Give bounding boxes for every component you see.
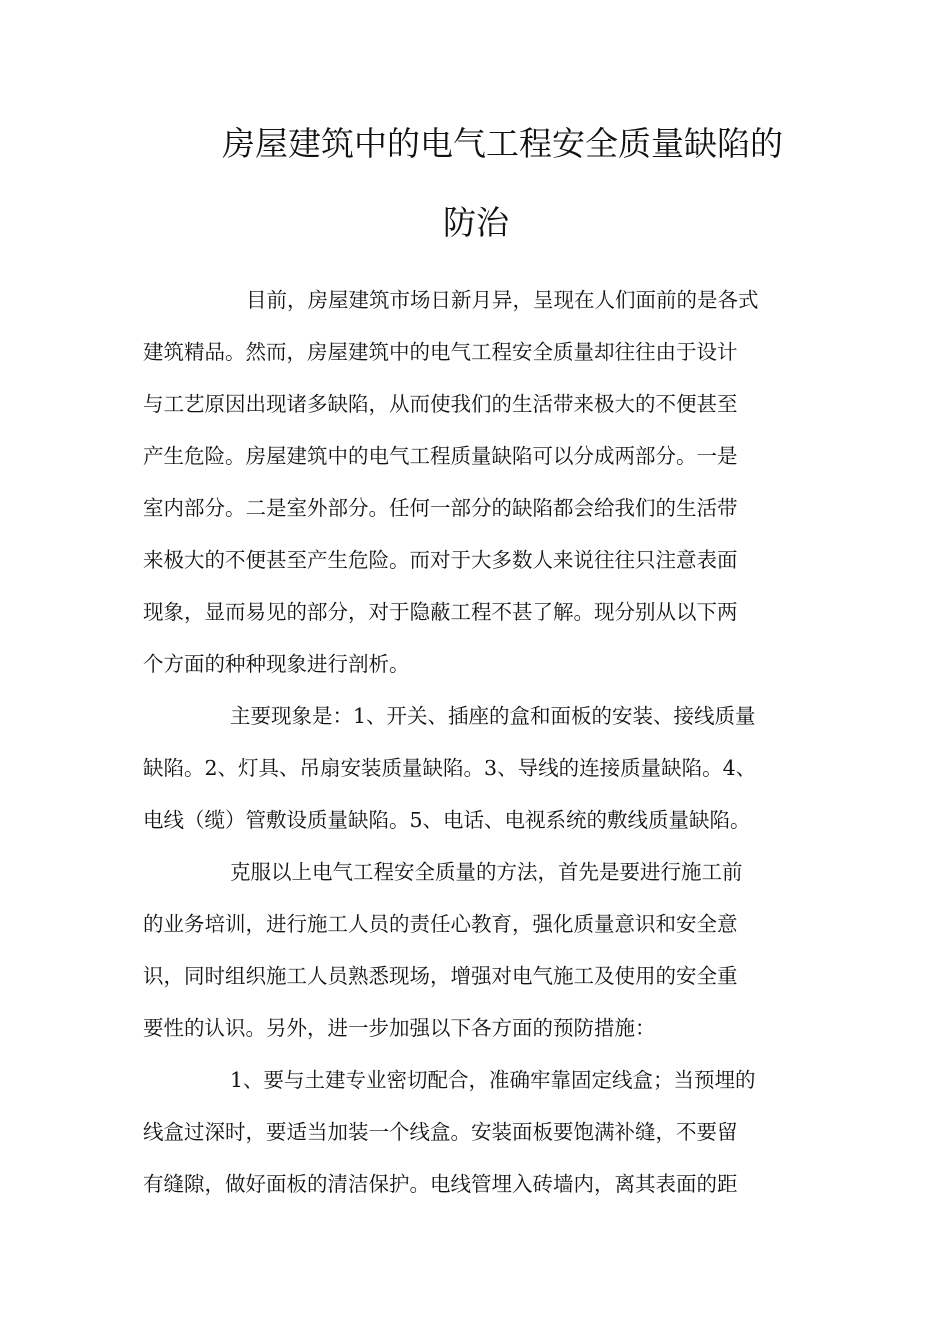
paragraph-line: 个方面的种种现象进行剖析。 — [143, 652, 410, 676]
paragraph-line: 识，同时组织施工人员熟悉现场，增强对电气施工及使用的安全重 — [143, 964, 738, 988]
paragraph-line: 要性的认识。另外，进一步加强以下各方面的预防措施： — [143, 1016, 656, 1040]
paragraph-line: 1、要与土建专业密切配合，准确牢靠固定线盒；当预埋的 — [230, 1068, 756, 1092]
paragraph-line: 电线（缆）管敷设质量缺陷。5、电话、电视系统的敷线质量缺陷。 — [143, 808, 751, 832]
document-title-line-2: 防治 — [443, 203, 509, 242]
document-title-line-1: 房屋建筑中的电气工程安全质量缺陷的 — [222, 124, 783, 163]
paragraph-line: 的业务培训，进行施工人员的责任心教育，强化质量意识和安全意 — [143, 912, 738, 936]
paragraph-line: 现象，显而易见的部分，对于隐蔽工程不甚了解。现分别从以下两 — [143, 600, 738, 624]
paragraph-line: 缺陷。2、灯具、吊扇安装质量缺陷。3、导线的连接质量缺陷。4、 — [143, 756, 757, 780]
paragraph-line: 来极大的不便甚至产生危险。而对于大多数人来说往往只注意表面 — [143, 548, 738, 572]
paragraph-line: 建筑精品。然而，房屋建筑中的电气工程安全质量却往往由于设计 — [143, 340, 738, 364]
paragraph-line: 主要现象是：1、开关、插座的盒和面板的安装、接线质量 — [230, 704, 756, 728]
paragraph-line: 有缝隙，做好面板的清洁保护。电线管埋入砖墙内，离其表面的距 — [143, 1172, 738, 1196]
paragraph-line: 室内部分。二是室外部分。任何一部分的缺陷都会给我们的生活带 — [143, 496, 738, 520]
document-body — [143, 274, 808, 1210]
paragraph-line: 线盒过深时，要适当加装一个线盒。安装面板要饱满补缝，不要留 — [143, 1120, 738, 1144]
paragraph-line: 产生危险。房屋建筑中的电气工程质量缺陷可以分成两部分。一是 — [143, 444, 738, 468]
paragraph-line: 克服以上电气工程安全质量的方法，首先是要进行施工前 — [230, 860, 743, 884]
paragraph-line: 目前，房屋建筑市场日新月异，呈现在人们面前的是各式 — [246, 288, 759, 312]
paragraph-line: 与工艺原因出现诸多缺陷，从而使我们的生活带来极大的不便甚至 — [143, 392, 738, 416]
